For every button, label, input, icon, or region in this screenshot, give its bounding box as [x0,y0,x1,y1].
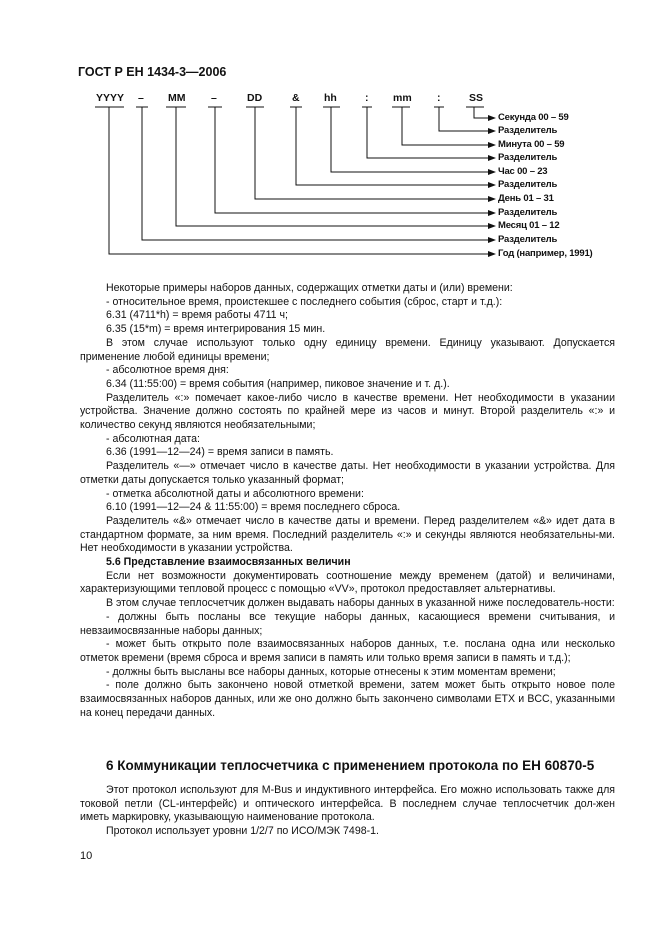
list-item: - абсолютная дата: [106,432,200,445]
diagram-label-separator: Разделитель [498,234,558,245]
paragraph: Разделитель «&» отмечает число в качестве даты и времени. Перед разделителем «&» идет дата в стандартном формате, за ним время. Последний разделитель «:» и секунды являются необязательны-ми. Нет необходимости в указании устройства. [80,514,615,555]
list-item: - относительное время, проистекшее с последнего события (сброс, старт и т.д.): [106,295,503,308]
format-token-separator: – [138,92,144,104]
format-token-year: YYYY [96,92,125,104]
datetime-examples-block [80,282,615,721]
paragraph: Если нет возможности документировать соотношение между временем (датой) и величинами, характеризующими тепловой процесс с помощью «VV», протокол предоставляет альтернативы. [80,569,615,596]
diagram-label-separator: Разделитель [498,152,558,163]
paragraph: В этом случае теплосчетчик должен выдавать наборы данных в указанной ниже последователь-ности: [106,597,615,610]
diagram-label-year: Год (например, 1991) [498,248,593,259]
paragraph: Протокол использует уровни 1/2/7 по ИСО/МЭК 7498-1. [106,825,379,838]
page-number: 10 [80,850,93,862]
example-line: 6.31 (4711*h) = время работы 4711 ч; [106,309,288,322]
example-line: 6.36 (1991—12—24) = время записи в память. [106,446,334,459]
paragraph: Этот протокол используют для M-Bus и индуктивного интерфейса. Его можно использовать также для токовой петли (CL-интерфейс) и оптического интерфейса. В последнем случае теплосчетчик дол-жен иметь маркировку, указывающую наименование протокола. [80,784,615,824]
format-token-month: MM [168,92,186,104]
list-item: - поле должно быть закончено новой отметкой времени, затем может быть открыто новое поле взаимосвязанных наборов данных, или же оно должно быть закончено символами ETX и BCC, указанными на конец передачи данных. [80,679,615,719]
section-5-6-title: 5.6 Представление взаимосвязанных величин [106,556,351,569]
diagram-label-second: Секунда 00 – 59 [498,112,569,123]
example-line: 6.35 (15*m) = время интегрирования 15 мин. [106,323,326,336]
diagram-label-separator: Разделитель [498,179,558,190]
format-token-separator: : [437,92,441,104]
example-line: 6.10 (1991—12—24 & 11:55:00) = время последнего сброса. [106,501,401,514]
section-6-body [80,784,615,839]
list-item: - отметка абсолютной даты и абсолютного времени: [106,487,364,500]
diagram-label-minute: Минута 00 – 59 [498,139,565,150]
paragraph: Разделитель «—» отмечает число в качестве даты. Нет необходимости в указании устройства. Для отметки даты допускается только указанный формат; [80,460,615,486]
paragraph: В этом случае используют только одну единицу времени. Единицу указывают. Допускается применение любой единицы времени; [80,336,615,363]
list-item: - должны быть посланы все текущие наборы данных, касающиеся времени считывания, и невзаимосвязанные наборы данных; [80,610,615,637]
paragraph: Разделитель «:» помечает какое-либо число в качестве времени. Нет необходимости в указании устройства. Значение должно состоять по крайней мере из часов и минут. Второй разделитель «:» и количество секунд являются необязательными; [80,391,615,432]
list-item: - абсолютное время дня: [106,364,229,377]
datetime-format-diagram [0,0,661,270]
section-6-title: 6 Коммуникации теплосчетчика с применением протокола по ЕН 60870-5 [106,758,595,773]
format-token-separator: : [365,92,369,104]
example-line: 6.34 (11:55:00) = время события (например, пиковое значение и т. д.). [106,377,450,390]
diagram-label-month: Месяц 01 – 12 [498,220,560,231]
format-token-day: DD [247,92,263,104]
format-token-second: SS [469,92,484,104]
list-item: - должны быть высланы все наборы данных, которые отнесены к этим моментам времени; [106,665,556,678]
diagram-label-day: День 01 – 31 [498,193,554,204]
paragraph: Некоторые примеры наборов данных, содержащих отметки даты и (или) времени: [106,282,513,294]
format-token-separator: & [292,92,300,104]
diagram-label-hour: Час 00 – 23 [498,166,548,177]
format-token-hour: hh [324,92,337,104]
format-token-separator: – [211,92,217,104]
list-item: - может быть открыто поле взаимосвязанных наборов данных, т.е. послана одна или несколько отметок времени (время сброса и время записи в память или только время записи в память и т.д.); [80,638,615,664]
diagram-label-separator: Разделитель [498,207,558,218]
format-token-minute: mm [393,92,412,104]
diagram-label-separator: Разделитель [498,125,558,136]
document-header: ГОСТ Р ЕН 1434-3—2006 [78,65,227,79]
